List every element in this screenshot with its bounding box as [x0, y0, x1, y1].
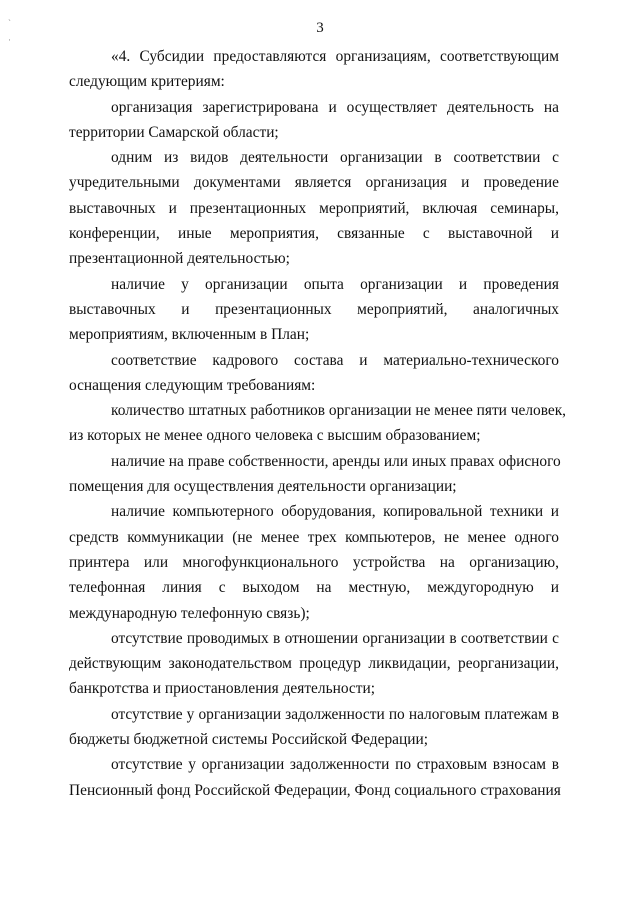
- text-line: действующим законодательством процедур ликвидации, реорганизации,: [69, 655, 559, 673]
- text-line: отсутствие у организации задолженности по налоговым платежам в: [111, 705, 559, 723]
- text-line: отсутствие проводимых в отношении организации в соответствии с: [111, 629, 559, 647]
- text-line: наличие на праве собственности, аренды или иных правах офисного: [111, 452, 561, 470]
- text-line: презентационной деятельностью;: [69, 250, 290, 268]
- paragraph: [69, 626, 559, 702]
- paragraph: [69, 44, 559, 95]
- paragraph: [69, 449, 559, 500]
- text-line: бюджеты бюджетной системы Российской Федерации;: [69, 731, 428, 749]
- paragraph: [69, 752, 559, 803]
- text-line: следующим критериям:: [69, 73, 225, 91]
- scan-artifact: ·: [8, 35, 11, 45]
- text-line: выставочных и презентационных мероприятий, включая семинары,: [69, 199, 559, 217]
- text-line: соответствие кадрового состава и материально-технического: [111, 351, 559, 369]
- paragraph: [69, 499, 559, 625]
- text-line: Пенсионный фонд Российской Федерации, Фонд социального страхования: [69, 781, 561, 799]
- text-line: принтера или многофункционального устройства на организацию,: [69, 553, 559, 571]
- text-line: средств коммуникации (не менее трех компьютеров, не менее одного: [69, 528, 559, 546]
- text-line: банкротства и приостановления деятельности;: [69, 680, 375, 698]
- document-body: [69, 44, 567, 803]
- page-number: 3: [316, 20, 324, 36]
- text-line: «4. Субсидии предоставляются организациям, соответствующим: [111, 48, 559, 65]
- text-line: телефонная линия с выходом на местную, междугородную и: [69, 579, 559, 597]
- text-line: отсутствие у организации задолженности по страховым взносам в: [111, 756, 559, 774]
- paragraph: [69, 145, 559, 271]
- text-line: территории Самарской области;: [69, 123, 279, 141]
- paragraph: [69, 398, 567, 449]
- text-line: организация зарегистрирована и осуществляет деятельность на: [111, 98, 559, 116]
- paragraph: [69, 348, 559, 399]
- text-line: одним из видов деятельности организации в соответствии с: [111, 149, 559, 167]
- text-line: мероприятиям, включенным в План;: [69, 326, 310, 344]
- scan-artifact: ˎ: [8, 11, 11, 21]
- text-line: учредительными документами является организация и проведение: [69, 174, 559, 192]
- text-line: помещения для осуществления деятельности организации;: [69, 478, 457, 496]
- paragraph: [69, 272, 559, 348]
- text-line: выставочных и презентационных мероприятий, аналогичных: [69, 300, 559, 318]
- text-line: оснащения следующим требованиям:: [69, 376, 316, 394]
- text-line: количество штатных работников организации не менее пяти человек,: [111, 402, 567, 420]
- text-line: из которых не менее одного человека с высшим образованием;: [69, 427, 481, 445]
- paragraph: [69, 702, 559, 753]
- text-line: международную телефонную связь);: [69, 604, 310, 622]
- paragraph: [69, 95, 559, 146]
- text-line: наличие компьютерного оборудования, копировальной техники и: [111, 503, 559, 521]
- text-line: конференции, иные мероприятия, связанные с выставочной и: [69, 225, 559, 243]
- text-line: наличие у организации опыта организации и проведения: [111, 275, 559, 293]
